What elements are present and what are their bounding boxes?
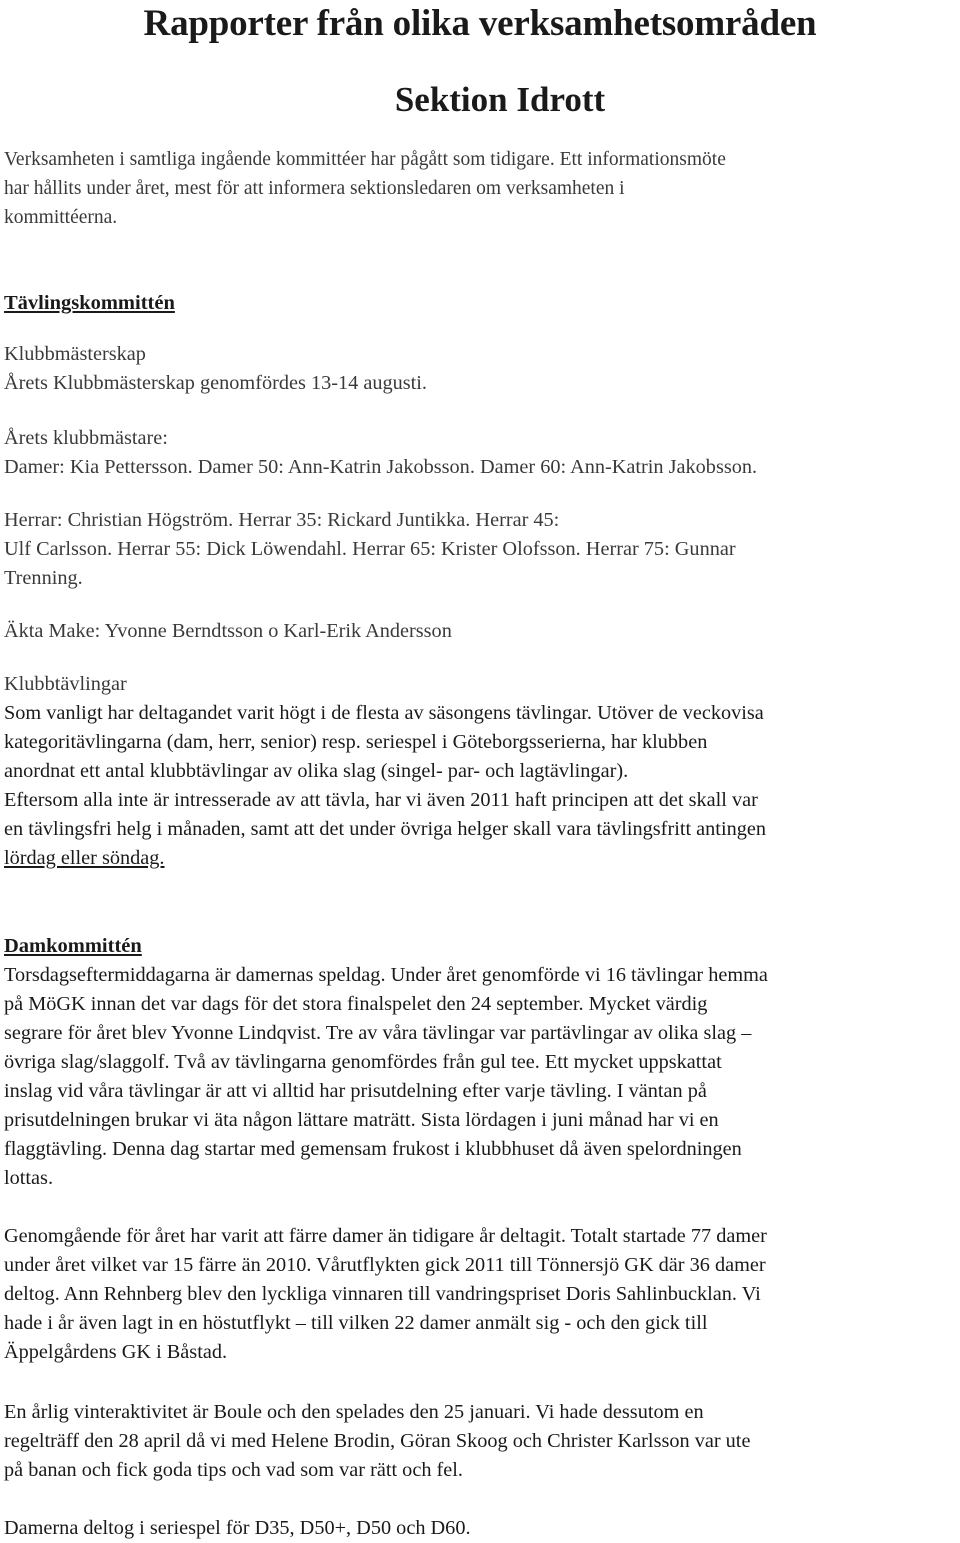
section-title: Sektion Idrott bbox=[394, 80, 606, 119]
klubbtavlingar-line: en tävlingsfri helg i månaden, samt att det under övriga helger skall vara tävlingsfritt antingen bbox=[4, 818, 767, 840]
akta-make-line: Äkta Make: Yvonne Berndtsson o Karl-Erik Andersson bbox=[4, 620, 452, 642]
dam-paragraph-2 bbox=[4, 1222, 956, 1367]
dam-line: flaggtävling. Denna dag startar med gemensam frukost i klubbhuset då även spelordningen bbox=[4, 1138, 742, 1160]
dam-line: deltog. Ann Rehnberg blev den lyckliga vinnaren till vandringspriset Doris Sahlinbucklan. Vi bbox=[4, 1283, 761, 1305]
intro-paragraph bbox=[4, 145, 956, 232]
dam-line: på banan och fick goda tips och vad som var rätt och fel. bbox=[4, 1459, 463, 1481]
herrar-line: Ulf Carlsson. Herrar 55: Dick Löwendahl. Herrar 65: Krister Olofsson. Herrar 75: Gunnar bbox=[4, 538, 736, 560]
dam-line: Äppelgårdens GK i Båstad. bbox=[4, 1341, 228, 1363]
dam-line: Torsdagseftermiddagarna är damernas speldag. Under året genomförde vi 16 tävlingar hemma bbox=[4, 964, 768, 986]
dam-line: på MöGK innan det var dags för det stora finalspelet den 24 september. Mycket värdig bbox=[4, 993, 708, 1015]
dam-paragraph-3 bbox=[4, 1398, 956, 1485]
intro-line: kommittéerna. bbox=[4, 207, 118, 228]
dam-line: regelträff den 28 april då vi med Helene Brodin, Göran Skoog och Christer Karlsson var ute bbox=[4, 1430, 751, 1452]
klubbmasterskap-dates: Årets Klubbmästerskap genomfördes 13-14 augusti. bbox=[4, 372, 428, 394]
dam-line: inslag vid våra tävlingar är att vi alltid har prisutdelning efter varje tävling. I väntan på bbox=[4, 1080, 707, 1102]
dam-paragraph-1 bbox=[4, 961, 956, 1193]
dam-line: prisutdelningen brukar vi äta någon lättare maträtt. Sista lördagen i juni månad har vi en bbox=[4, 1109, 719, 1131]
tavlingskommitten-heading-text: Tävlingskommittén bbox=[4, 292, 175, 314]
page-title: Rapporter från olika verksamhetsområden bbox=[143, 3, 817, 44]
dam-line: hade i år även lagt in en höstutflykt – till vilken 22 damer anmält sig - och den gick till bbox=[4, 1312, 708, 1334]
intro-line: har hållits under året, mest för att informera sektionsledaren om verksamheten i bbox=[4, 178, 625, 199]
herrar-line: Herrar: Christian Högström. Herrar 35: Rickard Juntikka. Herrar 45: bbox=[4, 509, 560, 531]
klubbtavlingar-line: Eftersom alla inte är intresserade av att tävla, har vi även 2011 haft principen att det skall var bbox=[4, 789, 758, 811]
champions-block bbox=[4, 424, 956, 482]
klubbtavlingar-last-line: lördag eller söndag. bbox=[4, 847, 165, 869]
dam-paragraph-4 bbox=[4, 1514, 956, 1543]
damkommitten-heading-text: Damkommittén bbox=[4, 935, 142, 957]
klubbtavlingar-line: kategoritävlingarna (dam, herr, senior) resp. seriespel i Göteborgsserierna, har klubben bbox=[4, 731, 708, 753]
klubbtavlingar-block bbox=[4, 670, 956, 873]
klubbmasterskap-block bbox=[4, 340, 956, 398]
dam-line: En årlig vinteraktivitet är Boule och den spelades den 25 januari. Vi hade dessutom en bbox=[4, 1401, 704, 1423]
intro-line: Verksamheten i samtliga ingående kommittéer har pågått som tidigare. Ett informationsmöte bbox=[4, 149, 726, 170]
herrar-champions bbox=[4, 506, 956, 593]
dam-line: övriga slag/slaggolf. Två av tävlingarna genomfördes från gul tee. Ett mycket uppskattat bbox=[4, 1051, 722, 1073]
klubbtavlingar-line: Som vanligt har deltagandet varit högt i de flesta av säsongens tävlingar. Utöver de veckovisa bbox=[4, 702, 764, 724]
dam-line: segrare för året blev Yvonne Lindqvist. Tre av våra tävlingar var partävlingar av olika slag – bbox=[4, 1022, 752, 1044]
dam-line: lottas. bbox=[4, 1167, 54, 1189]
klubbtavlingar-line: anordnat ett antal klubbtävlingar av olika slag (singel- par- och lagtävlingar). bbox=[4, 760, 629, 782]
dam-line: under året vilket var 15 färre än 2010. Vårutflykten gick 2011 till Tönnersjö GK där 36 damer bbox=[4, 1254, 766, 1276]
champions-label: Årets klubbmästare: bbox=[4, 427, 168, 449]
dam-line: Genomgående för året har varit att färre damer än tidigare år deltagit. Totalt startade 77 damer bbox=[4, 1225, 767, 1247]
herrar-line: Trenning. bbox=[4, 567, 83, 589]
dam-line: Damerna deltog i seriespel för D35, D50+, D50 och D60. bbox=[4, 1517, 471, 1539]
klubbmasterskap-subheading: Klubbmästerskap bbox=[4, 343, 146, 365]
tavlingskommitten-heading bbox=[4, 289, 956, 318]
damkommitten-heading bbox=[4, 932, 956, 961]
damer-champions: Damer: Kia Pettersson. Damer 50: Ann-Katrin Jakobsson. Damer 60: Ann-Katrin Jakobsson. bbox=[4, 456, 758, 478]
klubbtavlingar-heading: Klubbtävlingar bbox=[4, 673, 127, 695]
akta-make bbox=[4, 617, 956, 646]
